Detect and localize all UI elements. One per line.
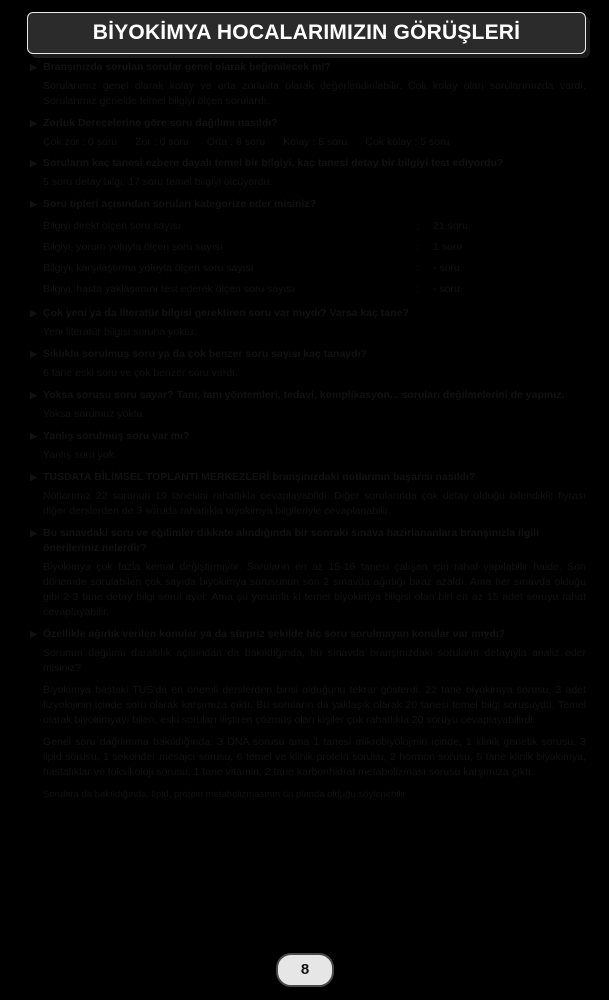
question (30, 116, 586, 131)
question-text: Soruların kaç tanesi ezbere dayalı temel bir bilgiyi, kaç tanesi detay bir bilgiyi test ediyordu? (43, 157, 504, 169)
question (30, 306, 586, 321)
question-text: Zorluk Derecelerine göre soru dağılımı nasıldı? (43, 117, 278, 129)
question-text: Yoksa sorusu soru sayar? Tanı, tanı yöntemleri, tedavi, komplikasyon... soruları değilmelerini de yapınız. (43, 389, 565, 401)
question (30, 627, 586, 642)
row-separator: : (416, 262, 420, 274)
bullet-arrow-icon: ▶ (30, 62, 37, 72)
bullet-arrow-icon: ▶ (30, 199, 37, 209)
bullet-arrow-icon: ▶ (30, 349, 37, 359)
distribution-item: Orta : 8 soru (206, 136, 266, 148)
question (30, 156, 586, 171)
question (30, 197, 586, 212)
question-text: Sıklıkla sorulmuş soru ya da çok benzer soru sayısı kaç tanaydı? (43, 348, 367, 360)
answer: Yanlış soru yok. (43, 449, 117, 461)
row-label: Bilgiyi direkt ölçen soru sayısı (43, 220, 181, 232)
table-row (43, 237, 513, 258)
row-value: 1 soru (433, 241, 463, 253)
question (30, 388, 586, 403)
answer: Sorunun dağılımı daraltılık açısından da bakıldığında, bu sınavda branşınızdaki soruların detayıyla analiz eder misiniz? (43, 647, 586, 674)
question-text: Branşınızda sorulan sorular genel olarak beğenilecek mi? (43, 61, 331, 73)
question-text: Soru tipleri açısından soruları kategorize eder misiniz? (43, 198, 317, 210)
table-row (43, 258, 513, 279)
row-value: - soru (433, 262, 460, 274)
content (30, 60, 586, 809)
question-text: TUSDATA BİLİMSEL TOPLANTI MERKEZLERİ branşınızdaki notlarının başarısı nasıldı? (43, 471, 476, 483)
question (30, 470, 586, 485)
question (30, 526, 586, 556)
bullet-arrow-icon: ▶ (30, 158, 37, 168)
distribution-item: Kolay : 8 soru (283, 136, 348, 148)
question-text: Yanlış sorulmuş soru var mı? (43, 430, 190, 442)
row-label: Bilgiyi, yorum yoluyla ölçen soru sayısı (43, 241, 223, 253)
bullet-arrow-icon: ▶ (30, 472, 37, 482)
bullet-arrow-icon: ▶ (30, 390, 37, 400)
page-number: 8 (276, 953, 334, 987)
row-label: Bilgiyi, hasta yaklaşımını test ederek ölçen soru sayısı (43, 283, 295, 295)
row-separator: : (416, 283, 420, 295)
answer: Biyokimya baştaki TUS'da en önemli derslerden birisi olduğunu tekrar gösterdi. 22 tane biyokimya sorusu, 3 adet fizyolojinin içinde soru olarak karşımıza çıktı. Bu soruların da yaklaşık olarak 20 tanesi temel bilgi sorusuydu. Temel olarak biyokimyayı bilen, eski soruları iliştiren çözmüş olan kişiler çok rahatlıkla 20 soruyu cevaplayabilirdi. (43, 684, 586, 726)
answer: 6 tane eski soru ve çok benzer soru vardı. (43, 367, 238, 379)
answer: 5 soru detay bilgi, 17 soru temel bilgiyi ölçüyordu. (43, 176, 273, 188)
bullet-arrow-icon: ▶ (30, 308, 37, 318)
distribution-item: Zor : 0 soru (135, 136, 189, 148)
row-label: Bilgiyi, karşılaştırma yoluyla ölçen soru sayısı (43, 262, 254, 274)
bullet-arrow-icon: ▶ (30, 528, 37, 538)
answer: Yoksa sorumuz yoktu. (43, 408, 146, 420)
bullet-arrow-icon: ▶ (30, 629, 37, 639)
table-row (43, 216, 513, 237)
page-title: BİYOKİMYA HOCALARIMIZIN GÖRÜŞLERİ (92, 21, 521, 44)
table-row (43, 279, 513, 300)
title-banner (27, 12, 586, 54)
answer: Sorulara da bakıldığında, lipid, protein metabolizmasının ön planda olduğu söylenebilir. (43, 789, 408, 800)
bullet-arrow-icon: ▶ (30, 118, 37, 128)
answer: Yeni literatür bilgisi soruna yoktu. (43, 326, 197, 338)
bullet-arrow-icon: ▶ (30, 431, 37, 441)
answer: Genel soru dağılımına bakıldığında, 3 DNA sorusu ama 1 tanesi mikrobiyolojinin içinde, 1 klinik genetik sorusu, 3 lipid sorusu, 1 sekonder mesajcı sorusu, 6 temel ve klinik protein sorusu, 2 hormon sorusu, 5 tane klinik biyokimya, hastalıklar ve toksikoloji sorusu, 1 tane vitamin, 2 tane karbonhidrat metabolizması sorusu karşımıza çıktı. (43, 736, 586, 778)
answer: Notlarımız 22 sorunun 19 tanesini rahatlıkla cevaplayabildi. Diğer sorularında çok detay olduğu bilendikli; fiyrası diğer derslerden de 3 soruda rahatlıkla biyokimya bilgileriyle cevaplanabilir. (43, 490, 586, 517)
question (30, 347, 586, 362)
question-text: Çok yeni ya da literatür bilgisi gerektiren soru var mıydı? Varsa kaç tane? (43, 307, 409, 319)
answer: Sorularımız genel olarak kolay ve orta zorlukta olarak değerlendirilebilir. Çok kolay olan sorularımızda vardı. Sorularımız genelde temel bilgiyi ölçen sorulardı. (43, 80, 586, 107)
row-value: - soru (433, 283, 460, 295)
row-separator: : (416, 241, 420, 253)
question (30, 429, 586, 444)
row-value: 21 soru (433, 220, 469, 232)
question-text: Bu sınavdaki soru ve eğilimler dikkate alındığında bir sonraki sınava hazırlananlara branşınızla ilgili önerileriniz nelerdir? (43, 527, 540, 554)
distribution-item: Çok kolay : 5 soru (365, 136, 450, 148)
difficulty-distribution (30, 135, 586, 150)
question (30, 60, 586, 75)
question-type-table (43, 216, 513, 300)
row-separator: : (416, 220, 420, 232)
question-text: Özellikle ağırlık verilen konular ya da sürpriz şekilde hiç soru sorulmayan konular var mıydı? (43, 628, 506, 640)
distribution-item: Çok zor : 0 soru (43, 136, 118, 148)
answer: Biyokimya çok fazla kemat değiştirmiyor. Soruların en az 15-16 tanesi çalışan için rahat yapılabilir halde. Son dönemde sorulabilen çok sayıda biyokimya sorusunun son 2 sınavda ağırlığı biraz azaldı. Ama her sınavda olduğu gibi 2-3 tane detay bilgi sorul ayor. Ama şu yorumla ki temel biyokimya bilgisi olan biri en az 15 adet soruyu rahat cevaplayabilir. (43, 561, 586, 618)
